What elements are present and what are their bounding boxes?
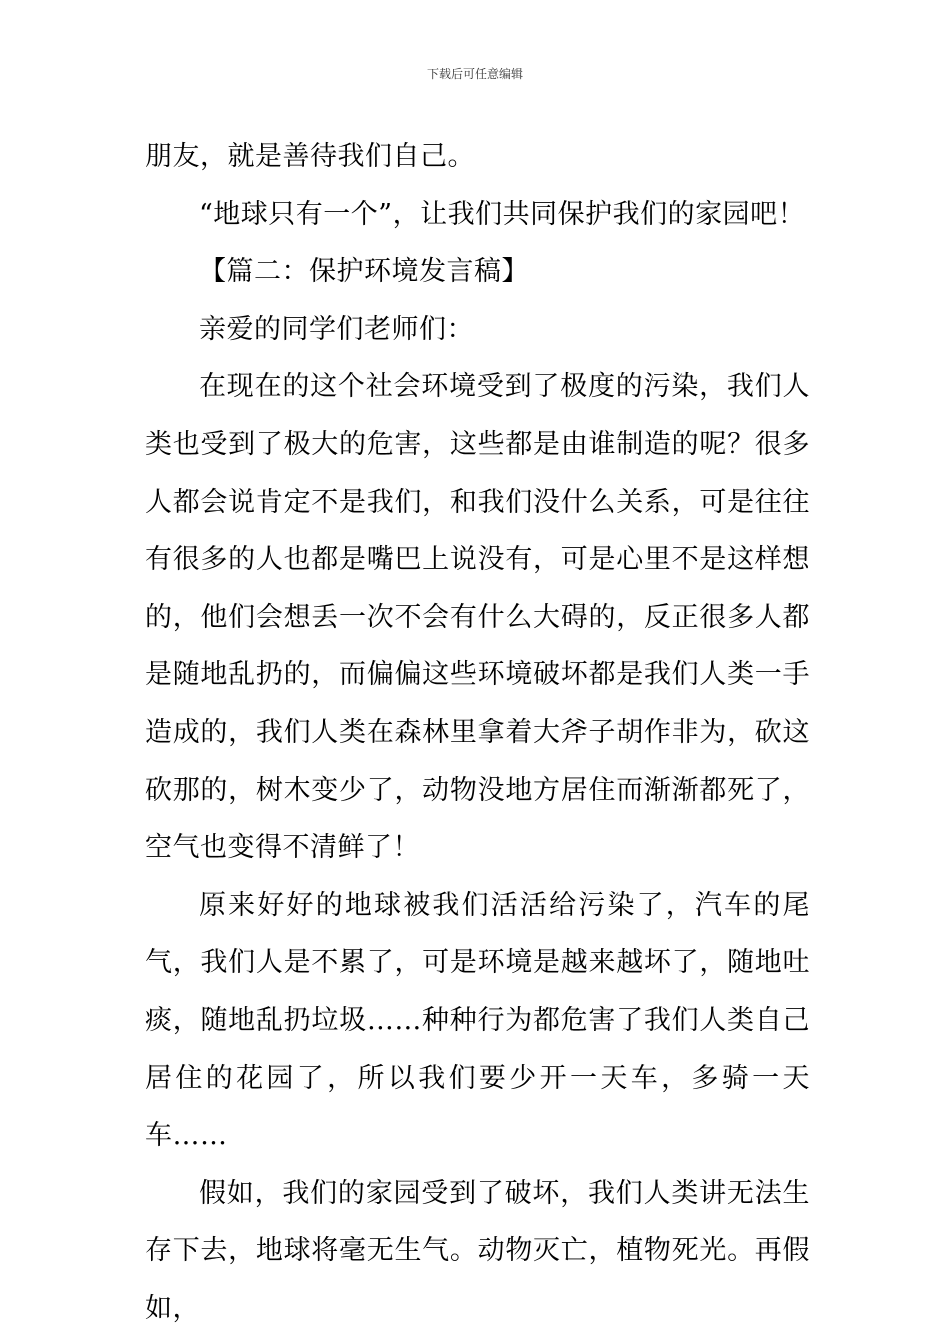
paragraph-earth: 原来好好的地球被我们活活给污染了，汽车的尾气，我们人是不累了，可是环境是越来越坏了，随地吐痰，随地乱扔垃圾……种种行为都危害了我们人类自己居住的花园了，所以我们要少开一天车，多骑一天车…… bbox=[145, 889, 810, 1152]
paragraph-suppose: 假如，我们的家园受到了破坏，我们人类讲无法生存下去，地球将毫无生气。动物灭亡，植物死光。再假如， bbox=[145, 1177, 810, 1324]
page-header: 下载后可任意编辑 bbox=[426, 67, 523, 81]
section-heading: 【篇二：保护环境发言稿】 bbox=[199, 256, 529, 288]
salutation: 亲爱的同学们老师们： bbox=[199, 313, 474, 345]
document-body bbox=[145, 128, 810, 1337]
paragraph-slogan: “地球只有一个”，让我们共同保护我们的家园吧！ bbox=[199, 198, 806, 230]
paragraph-continuation: 朋友，就是善待我们自己。 bbox=[145, 141, 475, 172]
paragraph-pollution: 在现在的这个社会环境受到了极度的污染，我们人类也受到了极大的危害，这些都是由谁制造的呢？很多人都会说肯定不是我们，和我们没什么关系，可是往往有很多的人也都是嘴巴上说没有，可是心里不是这样想的，他们会想丢一次不会有什么大碍的，反正很多人都是随地乱扔的，而偏偏这些环境破坏都是我们人类一手造成的，我们人类在森林里拿着大斧子胡作非为，砍这砍那的，树木变少了，动物没地方居住而渐渐都死了，空气也变得不清鲜了！ bbox=[145, 371, 810, 864]
